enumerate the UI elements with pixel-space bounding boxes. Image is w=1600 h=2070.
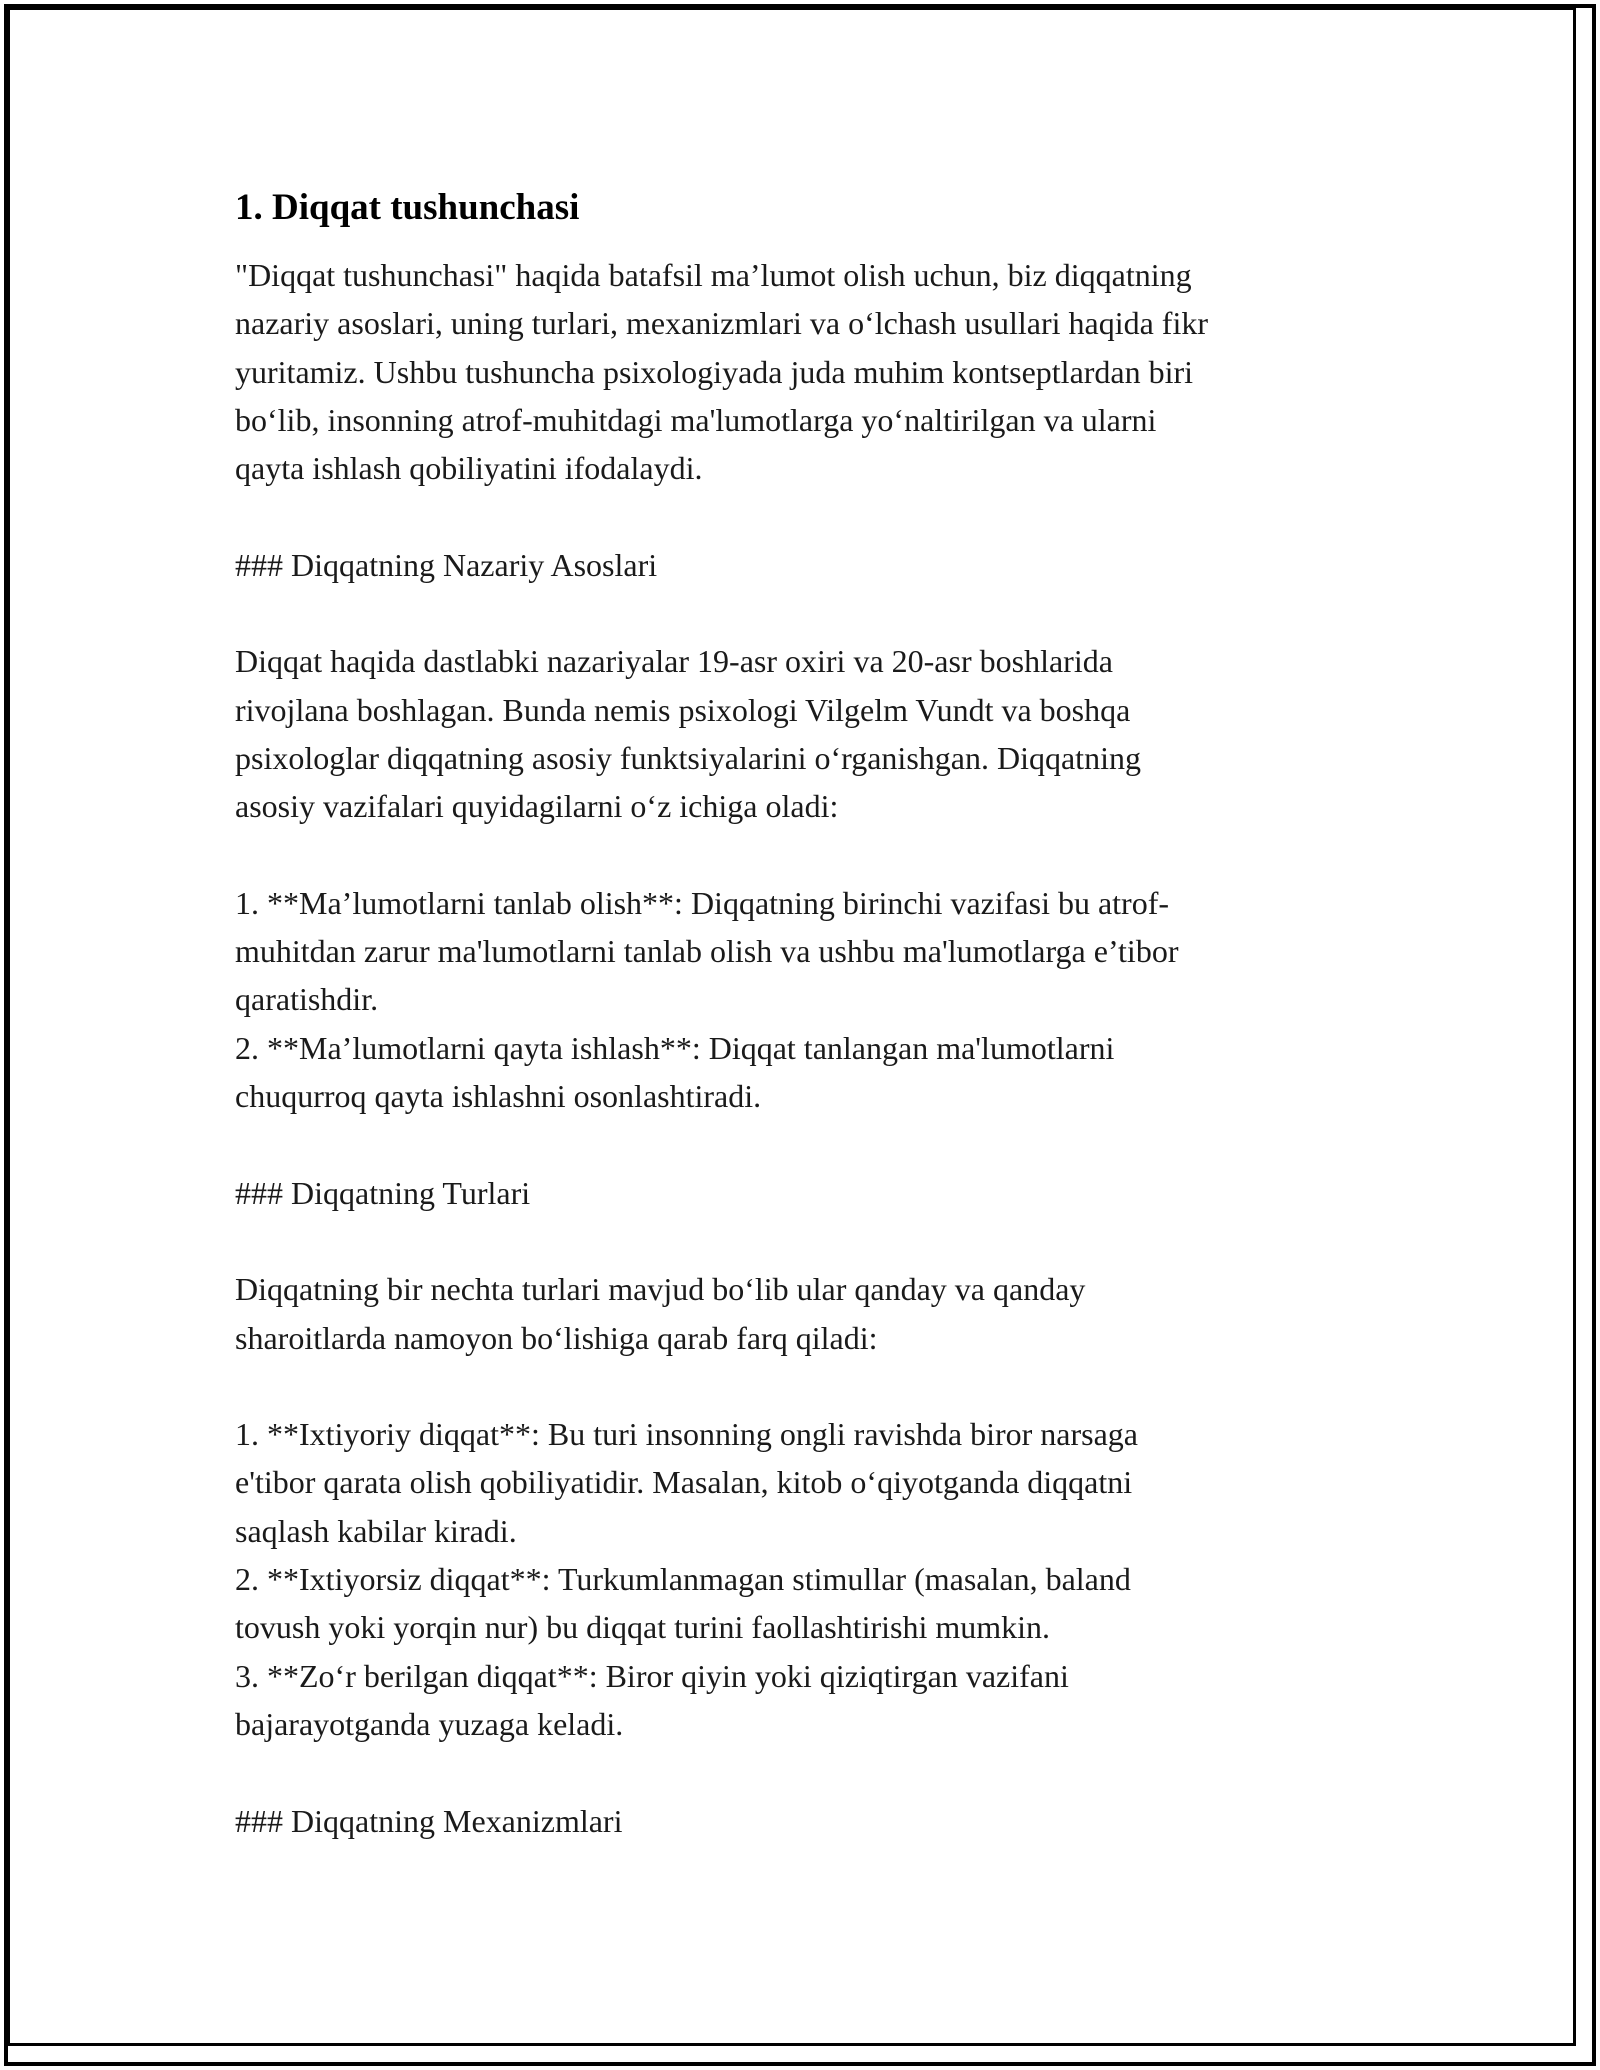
text-line: bajarayotganda yuzaga keladi. <box>235 1705 624 1742</box>
blank-line <box>235 492 1365 540</box>
text-line: ### Diqqatning Mexanizmlari <box>235 1802 623 1839</box>
text-line: nazariy asoslari, uning turlari, mexanizmlari va o‘lchash usullari haqida fikr <box>235 305 1208 342</box>
blank-line <box>235 1748 1365 1796</box>
text-line: psixologlar diqqatning asosiy funktsiyalarini o‘rganishgan. Diqqatning <box>235 739 1141 776</box>
section-heading <box>235 1169 1365 1217</box>
text-line: Diqqatning bir nechta turlari mavjud bo‘lib ular qanday va qanday <box>235 1271 1086 1308</box>
text-line: ### Diqqatning Turlari <box>235 1174 531 1211</box>
text-line: qayta ishlash qobiliyatini ifodalaydi. <box>235 450 703 487</box>
page-title: 1. Diqqat tushunchasi <box>235 187 580 228</box>
paragraph <box>235 879 1365 1120</box>
section-heading <box>235 1797 1365 1845</box>
text-line: rivojlana boshlagan. Bunda nemis psixologi Vilgelm Vundt va boshqa <box>235 691 1131 728</box>
text-line: asosiy vazifalari quyidagilarni o‘z ichiga oladi: <box>235 788 839 825</box>
text-line: tovush yoki yorqin nur) bu diqqat turini faollashtirishi mumkin. <box>235 1609 1051 1646</box>
text-line: Diqqat haqida dastlabki nazariyalar 19-asr oxiri va 20-asr boshlarida <box>235 643 1113 680</box>
text-line: saqlash kabilar kiradi. <box>235 1512 517 1549</box>
text-line: e'tibor qarata olish qobiliyatidir. Masalan, kitob o‘qiyotganda diqqatni <box>235 1464 1133 1501</box>
text-line: sharoitlarda namoyon bo‘lishiga qarab farq qiladi: <box>235 1319 878 1356</box>
text-line: bo‘lib, insonning atrof-muhitdagi ma'lumotlarga yo‘naltirilgan va ularni <box>235 401 1157 438</box>
text-line: 1. **Ixtiyoriy diqqat**: Bu turi insonning ongli ravishda biror narsaga <box>235 1416 1138 1453</box>
blank-line <box>235 1217 1365 1265</box>
paragraph <box>235 1265 1365 1362</box>
text-line: yuritamiz. Ushbu tushuncha psixologiyada juda muhim kontseptlardan biri <box>235 353 1194 390</box>
text-line: 2. **Ixtiyorsiz diqqat**: Turkumlanmagan stimullar (masalan, baland <box>235 1561 1131 1598</box>
document-blocks <box>235 251 1365 1845</box>
blank-line <box>235 589 1365 637</box>
paragraph <box>235 637 1365 830</box>
paragraph <box>235 1410 1365 1748</box>
blank-line <box>235 1362 1365 1410</box>
section-heading <box>235 541 1365 589</box>
text-line: chuqurroq qayta ishlashni osonlashtiradi. <box>235 1078 762 1115</box>
text-line: ### Diqqatning Nazariy Asoslari <box>235 546 658 583</box>
text-line: muhitdan zarur ma'lumotlarni tanlab olish va ushbu ma'lumotlarga e’tibor <box>235 933 1179 970</box>
document-body <box>235 185 1365 1845</box>
text-line: 2. **Ma’lumotlarni qayta ishlash**: Diqqat tanlangan ma'lumotlarni <box>235 1029 1115 1066</box>
text-line: qaratishdir. <box>235 981 379 1018</box>
text-line: 1. **Ma’lumotlarni tanlab olish**: Diqqatning birinchi vazifasi bu atrof- <box>235 884 1170 921</box>
text-line: 3. **Zo‘r berilgan diqqat**: Biror qiyin yoki qiziqtirgan vazifani <box>235 1657 1069 1694</box>
blank-line <box>235 1120 1365 1168</box>
text-line: "Diqqat tushunchasi" haqida batafsil ma’lumot olish uchun, biz diqqatning <box>235 257 1192 293</box>
blank-line <box>235 831 1365 879</box>
paragraph <box>235 251 1365 492</box>
